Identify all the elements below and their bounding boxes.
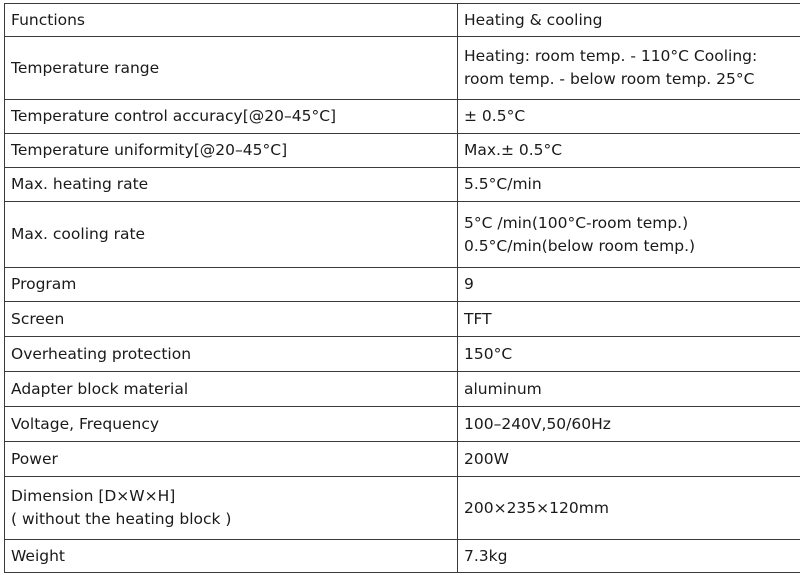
table-row-weight — [5, 540, 800, 573]
table-row-power — [5, 442, 800, 477]
row-value: 5.5°C/min — [458, 168, 800, 202]
table-row-temperature-control-accuracy — [5, 100, 800, 134]
row-value: ± 0.5°C — [458, 100, 800, 134]
row-label: Adapter block material — [5, 372, 458, 407]
row-label: Overheating protection — [5, 337, 458, 372]
row-value: TFT — [458, 302, 800, 337]
table-row-dimension — [5, 477, 800, 540]
table-row-temperature-uniformity — [5, 134, 800, 168]
spec-table — [4, 3, 800, 573]
row-label: Voltage, Frequency — [5, 407, 458, 442]
row-label: Temperature uniformity[@20–45°C] — [5, 134, 458, 168]
row-label: Max. heating rate — [5, 168, 458, 202]
table-row-overheating-protection — [5, 337, 800, 372]
row-value: 7.3kg — [458, 540, 800, 573]
row-label: Temperature range — [5, 37, 458, 100]
table-row-functions — [5, 4, 800, 37]
row-value: aluminum — [458, 372, 800, 407]
table-row-voltage-frequency — [5, 407, 800, 442]
row-label: Screen — [5, 302, 458, 337]
table-row-temperature-range — [5, 37, 800, 100]
row-value: 200×235×120mm — [458, 477, 800, 540]
row-label: Program — [5, 268, 458, 302]
table-row-screen — [5, 302, 800, 337]
row-label: Dimension [D×W×H] ( without the heating block ) — [5, 477, 458, 540]
row-value: Heating & cooling — [458, 4, 800, 37]
row-label: Max. cooling rate — [5, 202, 458, 268]
row-value: 200W — [458, 442, 800, 477]
row-value: Max.± 0.5°C — [458, 134, 800, 168]
table-row-max-heating-rate — [5, 168, 800, 202]
row-value: 100–240V,50/60Hz — [458, 407, 800, 442]
row-label: Functions — [5, 4, 458, 37]
table-row-program — [5, 268, 800, 302]
row-value: 9 — [458, 268, 800, 302]
row-label: Power — [5, 442, 458, 477]
row-value: Heating: room temp. - 110°C Cooling: room temp. - below room temp. 25°C — [458, 37, 800, 100]
row-label: Temperature control accuracy[@20–45°C] — [5, 100, 458, 134]
table-row-adapter-block-material — [5, 372, 800, 407]
table-row-max-cooling-rate — [5, 202, 800, 268]
row-label: Weight — [5, 540, 458, 573]
row-value: 150°C — [458, 337, 800, 372]
row-value: 5°C /min(100°C-room temp.) 0.5°C/min(below room temp.) — [458, 202, 800, 268]
